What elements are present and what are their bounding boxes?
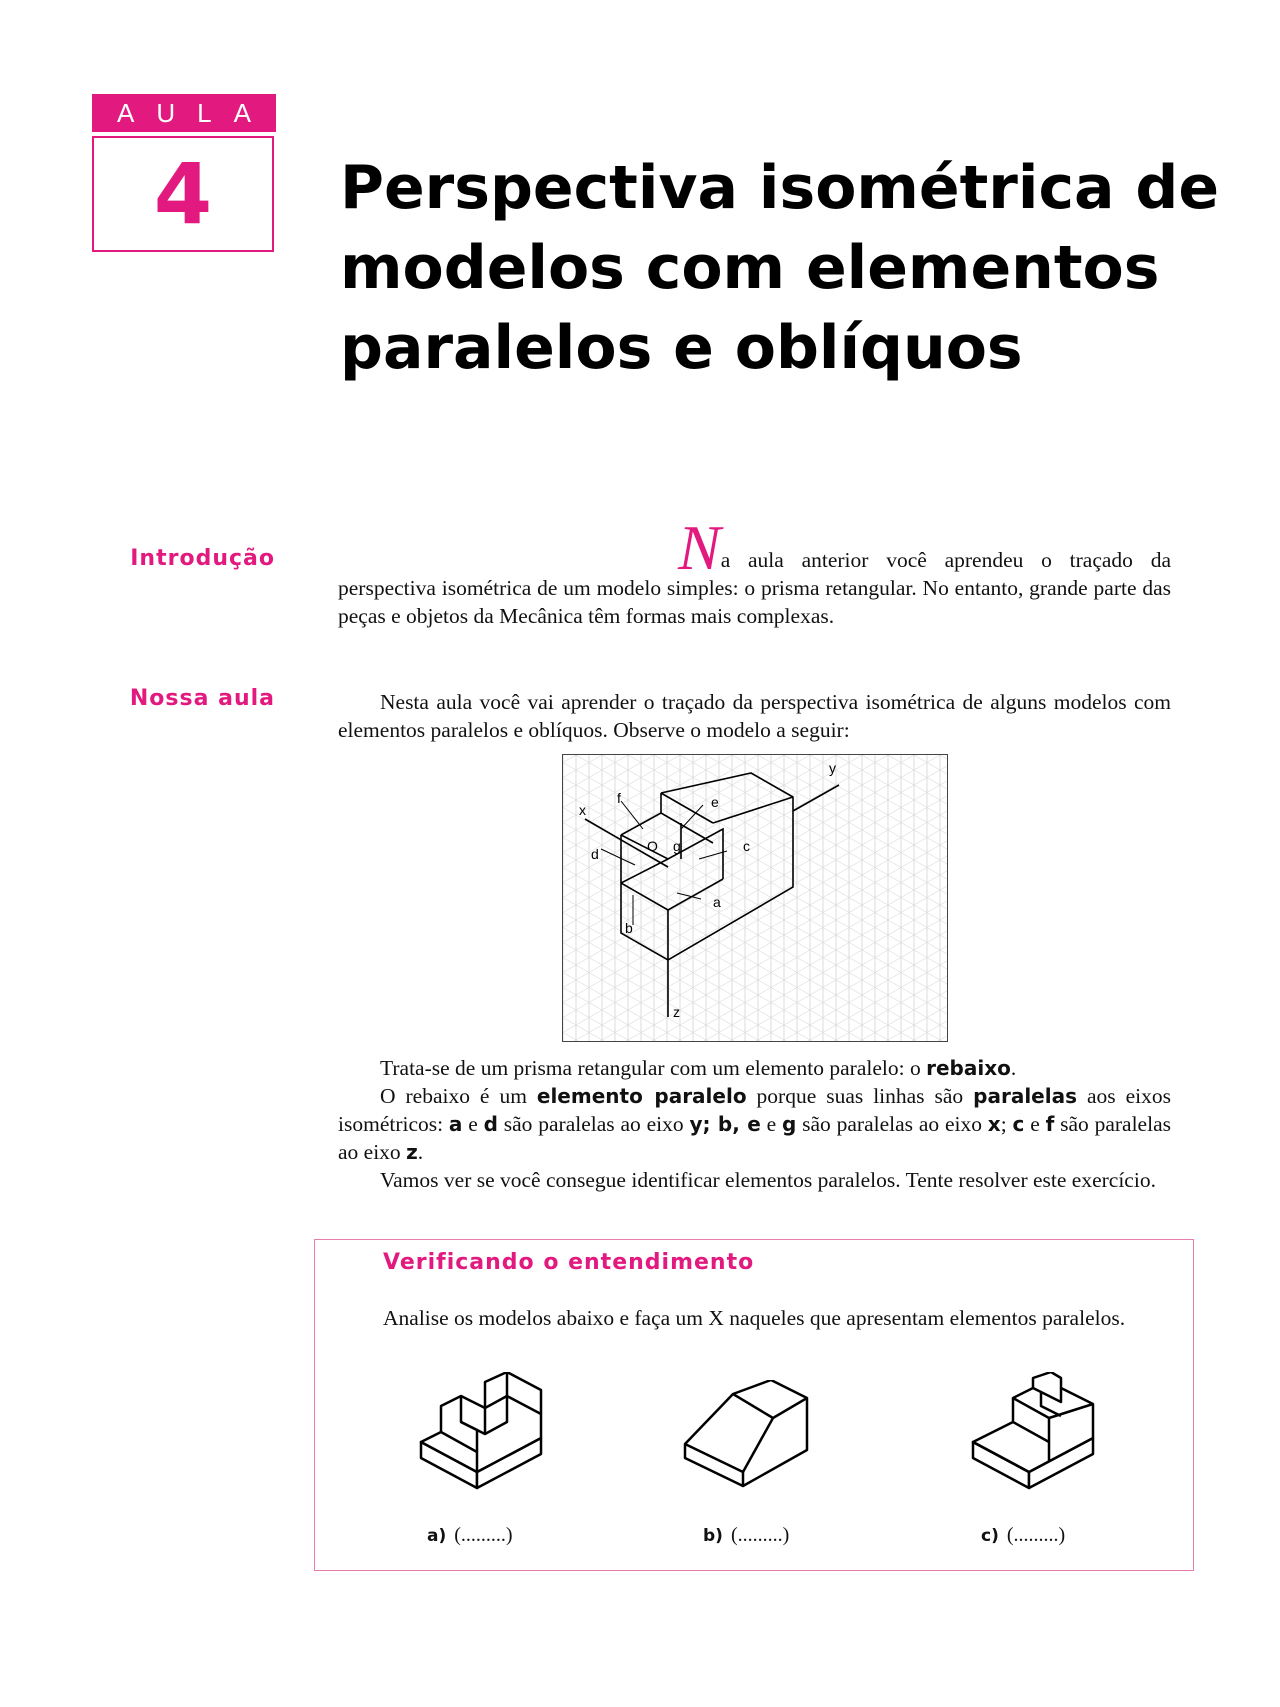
text-run: e bbox=[1024, 1112, 1046, 1136]
explanation-paragraph-3: Vamos ver se você consegue identificar elementos paralelos. Tente resolver este exercício. bbox=[380, 1168, 1156, 1192]
lesson-tab bbox=[92, 94, 276, 132]
term-c: c bbox=[1012, 1112, 1025, 1136]
term-g: g bbox=[781, 1112, 797, 1136]
term-d: d bbox=[483, 1112, 498, 1136]
nossa-aula-text: Nesta aula você vai aprender o traçado da perspectiva isométrica de alguns modelos com elementos paralelos e oblíquos. Observe o modelo a seguir: bbox=[338, 690, 1171, 742]
model-a-drawing bbox=[415, 1372, 555, 1492]
text-run: . bbox=[1010, 1056, 1017, 1080]
text-run: . bbox=[417, 1140, 424, 1164]
edge-label-d: d bbox=[591, 846, 599, 862]
option-b-blank[interactable]: (.........) bbox=[730, 1524, 790, 1546]
page-title: Perspectiva isométrica de modelos com elementos paralelos e oblíquos bbox=[340, 153, 1220, 383]
text-run: Trata-se de um prisma retangular com um elemento paralelo: o bbox=[380, 1056, 927, 1080]
term-rebaixo: rebaixo bbox=[926, 1056, 1011, 1080]
nossa-aula-label: Nossa aula bbox=[129, 686, 275, 711]
exercise-instruction: Analise os modelos abaixo e faça um X naqueles que apresentam elementos paralelos. bbox=[383, 1306, 1126, 1330]
isometric-drawing bbox=[563, 755, 948, 1042]
term-paralelas: paralelas bbox=[973, 1084, 1078, 1108]
option-a-blank[interactable]: (.........) bbox=[454, 1524, 513, 1546]
term-a: a bbox=[448, 1112, 463, 1136]
edge-label-f: f bbox=[617, 790, 621, 806]
edge-label-a: a bbox=[713, 894, 721, 910]
text-run: aos eixos isométricos: bbox=[338, 1084, 1171, 1136]
text-run: O rebaixo é um bbox=[380, 1084, 537, 1108]
text-run: ; bbox=[1000, 1112, 1013, 1136]
lesson-number: 4 bbox=[153, 145, 213, 243]
text-run: são paralelas ao eixo bbox=[338, 1112, 1171, 1164]
intro-label: Introdução bbox=[130, 546, 275, 571]
edge-label-b: b bbox=[625, 920, 633, 936]
intro-paragraph bbox=[338, 512, 1171, 630]
text-run: são paralelas ao eixo bbox=[796, 1112, 988, 1136]
model-b-drawing bbox=[681, 1380, 821, 1490]
option-c-letter: c) bbox=[981, 1526, 999, 1546]
model-c-drawing bbox=[967, 1372, 1107, 1492]
text-run: e bbox=[760, 1112, 782, 1136]
term-x: x bbox=[987, 1112, 1001, 1136]
option-b-letter: b) bbox=[703, 1526, 723, 1546]
edge-label-c: c bbox=[743, 838, 750, 854]
lesson-number-box bbox=[92, 136, 274, 252]
option-c[interactable] bbox=[981, 1524, 1065, 1547]
term-z: z bbox=[406, 1140, 418, 1164]
origin-label: O bbox=[647, 838, 658, 854]
axis-label-y: y bbox=[829, 760, 836, 776]
edge-label-e: e bbox=[711, 794, 719, 810]
axis-label-z: z bbox=[673, 1004, 680, 1020]
option-a[interactable] bbox=[427, 1524, 513, 1547]
text-run: são paralelas ao eixo bbox=[497, 1112, 690, 1136]
isometric-model-figure bbox=[562, 754, 948, 1042]
explanation-paragraph-1 bbox=[338, 1054, 1171, 1082]
text-run: porque suas linhas são bbox=[746, 1084, 974, 1108]
dropcap: N bbox=[678, 512, 721, 583]
term-f: f bbox=[1045, 1112, 1055, 1136]
exercise-title: Verificando o entendimento bbox=[383, 1250, 755, 1275]
explanation-paragraph-2 bbox=[338, 1082, 1171, 1166]
option-a-letter: a) bbox=[427, 1526, 447, 1546]
lesson-tab-label: AULA bbox=[117, 97, 273, 128]
text-run: e bbox=[462, 1112, 484, 1136]
edge-label-g: g bbox=[673, 838, 681, 854]
option-b[interactable] bbox=[703, 1524, 789, 1547]
option-c-blank[interactable]: (.........) bbox=[1006, 1524, 1066, 1546]
term-y-b-e: y; b, e bbox=[689, 1112, 761, 1136]
term-elemento-paralelo: elemento paralelo bbox=[536, 1084, 747, 1108]
intro-text: a aula anterior você aprendeu o traçado da perspectiva isométrica de um modelo simples: o prisma retangular. No entanto, grande parte das peças e objetos da Mecânica têm formas mais complexas. bbox=[338, 548, 1171, 628]
exercise-box bbox=[314, 1239, 1194, 1571]
axis-label-x: x bbox=[579, 802, 586, 818]
